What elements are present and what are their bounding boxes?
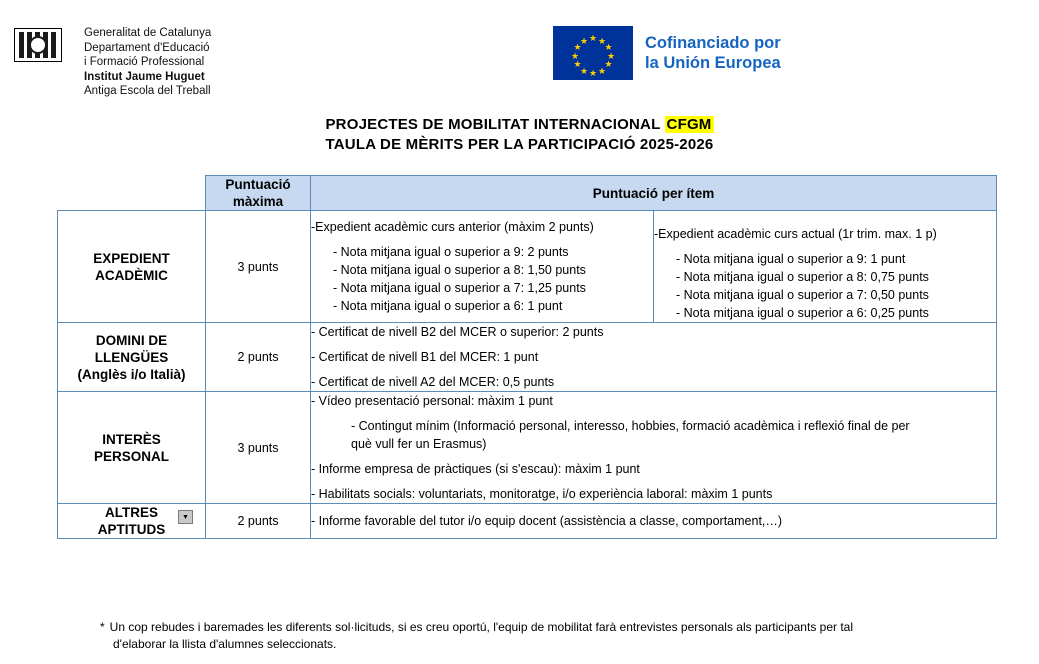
table-row [58,504,997,539]
institution-name [84,26,211,99]
interes-item-5: - Habilitats socials: voluntariats, monitoratge, i/o experiència laboral: màxim 1 punts [311,487,773,501]
merits-table [57,175,997,539]
page-header [0,0,1039,100]
title-highlight-cfgm: CFGM [666,116,712,133]
category-altres-aptituds [58,504,206,539]
category-line-1: DOMINI DE [95,332,168,348]
altres-items-cell [311,504,997,539]
interes-item-3: què vull fer un Erasmus) [351,437,487,451]
interes-items-cell [311,392,997,504]
footnote [100,619,980,653]
table-row [58,323,997,392]
spacer [311,366,996,373]
table-header-row [58,176,997,211]
eu-caption [645,33,781,73]
expedient-prev-item-2: - Nota mitjana igual o superior a 8: 1,50 punts [333,263,586,277]
title-line-1 [0,116,1039,133]
institution-line-5: Antiga Escola del Treball [84,85,211,97]
interes-item-2: - Contingut mínim (Informació personal, interesso, hobbies, formació acadèmica i reflexió final de per [351,419,910,433]
eu-caption-line-2: la Unión Europea [645,54,781,72]
expedient-curr-item-1: - Nota mitjana igual o superior a 9: 1 punt [676,252,906,266]
altres-item-1: - Informe favorable del tutor i/o equip docent (assistència a classe, comportament,…) [311,514,783,528]
eu-caption-line-1: Cofinanciado por [645,34,781,52]
interes-item-4: - Informe empresa de pràctiques (si s'escau): màxim 1 punt [311,462,640,476]
expedient-curr-item-3: - Nota mitjana igual o superior a 7: 0,50 punts [676,288,929,302]
table-row [58,211,997,323]
expedient-prev-item-3: - Nota mitjana igual o superior a 7: 1,25 punts [333,281,586,295]
expedient-prev-item-4: - Nota mitjana igual o superior a 6: 1 punt [333,299,563,313]
spacer [311,453,996,460]
spacer [311,236,653,243]
spacer [311,478,996,485]
max-score-expedient: 3 punts [206,211,311,323]
header-per-item: Puntuació per ítem [311,176,997,211]
llengues-item-1: - Certificat de nivell B2 del MCER o superior: 2 punts [311,325,604,339]
category-interes-personal [58,392,206,504]
table-row [58,392,997,504]
footnote-line-2: d'elaborar la llista d'alumnes seleccionats. [113,637,337,651]
category-line-1: INTERÈS [102,431,161,447]
header-max-score-line2: màxima [232,194,284,209]
eu-cofinancing-logo [553,26,781,80]
header-max-score-line1: Puntuació [225,177,291,192]
institution-line-2: Departament d'Educació [84,41,210,54]
category-line-2: PERSONAL [93,448,169,464]
eu-flag-icon: ★ ★ ★ ★ ★ ★ ★ ★ ★ ★ ★ ★ [553,26,633,80]
document-title [0,116,1039,153]
max-score-interes: 3 punts [206,392,311,504]
max-score-altres: 2 punts [206,504,311,539]
institution-line-3: i Formació Professional [84,56,205,68]
category-line-1: ALTRES [105,505,158,520]
llengues-item-3: - Certificat de nivell A2 del MCER: 0,5 punts [311,375,555,389]
spacer [311,341,996,348]
category-line-1: EXPEDIENT [93,250,170,266]
institution-line-4: Institut Jaume Huguet [84,70,205,83]
llengues-item-2: - Certificat de nivell B1 del MCER: 1 punt [311,350,539,364]
llengues-items-cell [311,323,997,392]
category-line-2: ACADÈMIC [95,267,168,283]
interes-item-1: - Vídeo presentació personal: màxim 1 punt [311,394,553,408]
header-empty-cell [58,176,206,211]
category-expedient-academic [58,211,206,323]
chevron-down-icon[interactable]: ▼ [178,510,193,524]
institution-line-1: Generalitat de Catalunya [84,27,212,39]
expedient-curr-item-2: - Nota mitjana igual o superior a 8: 0,75 punts [676,270,929,284]
category-line-2: APTITUDS [97,522,166,537]
expedient-curr-item-4: - Nota mitjana igual o superior a 6: 0,25 punts [676,306,929,320]
title-line-2: TAULA DE MÈRITS PER LA PARTICIPACIÓ 2025-2026 [325,136,714,153]
footnote-marker: * [100,620,105,634]
header-max-score [206,176,311,211]
title-line-1-text: PROJECTES DE MOBILITAT INTERNACIONAL [325,116,665,133]
spacer [311,410,996,417]
expedient-prev-lead: -Expedient acadèmic curs anterior (màxim 2 punts) [311,220,594,234]
category-line-3: (Anglès i/o Italià) [77,366,186,382]
category-line-2: LLENGÜES [94,349,169,365]
generalitat-logo-icon [14,28,62,62]
expedient-prev-item-1: - Nota mitjana igual o superior a 9: 2 punts [333,245,569,259]
spacer [654,243,996,250]
footnote-line-1: Un cop rebudes i baremades les diferents sol·licituds, si es creu oportú, l'equip de mobilitat farà entrevistes personals als participants per tal [109,620,854,634]
expedient-previous-year-cell [311,211,654,323]
expedient-current-year-cell [654,211,997,323]
max-score-llengues: 2 punts [206,323,311,392]
category-domini-llengues [58,323,206,392]
merits-table-container [57,175,996,539]
expedient-curr-lead: -Expedient acadèmic curs actual (1r trim. max. 1 p) [654,227,937,241]
